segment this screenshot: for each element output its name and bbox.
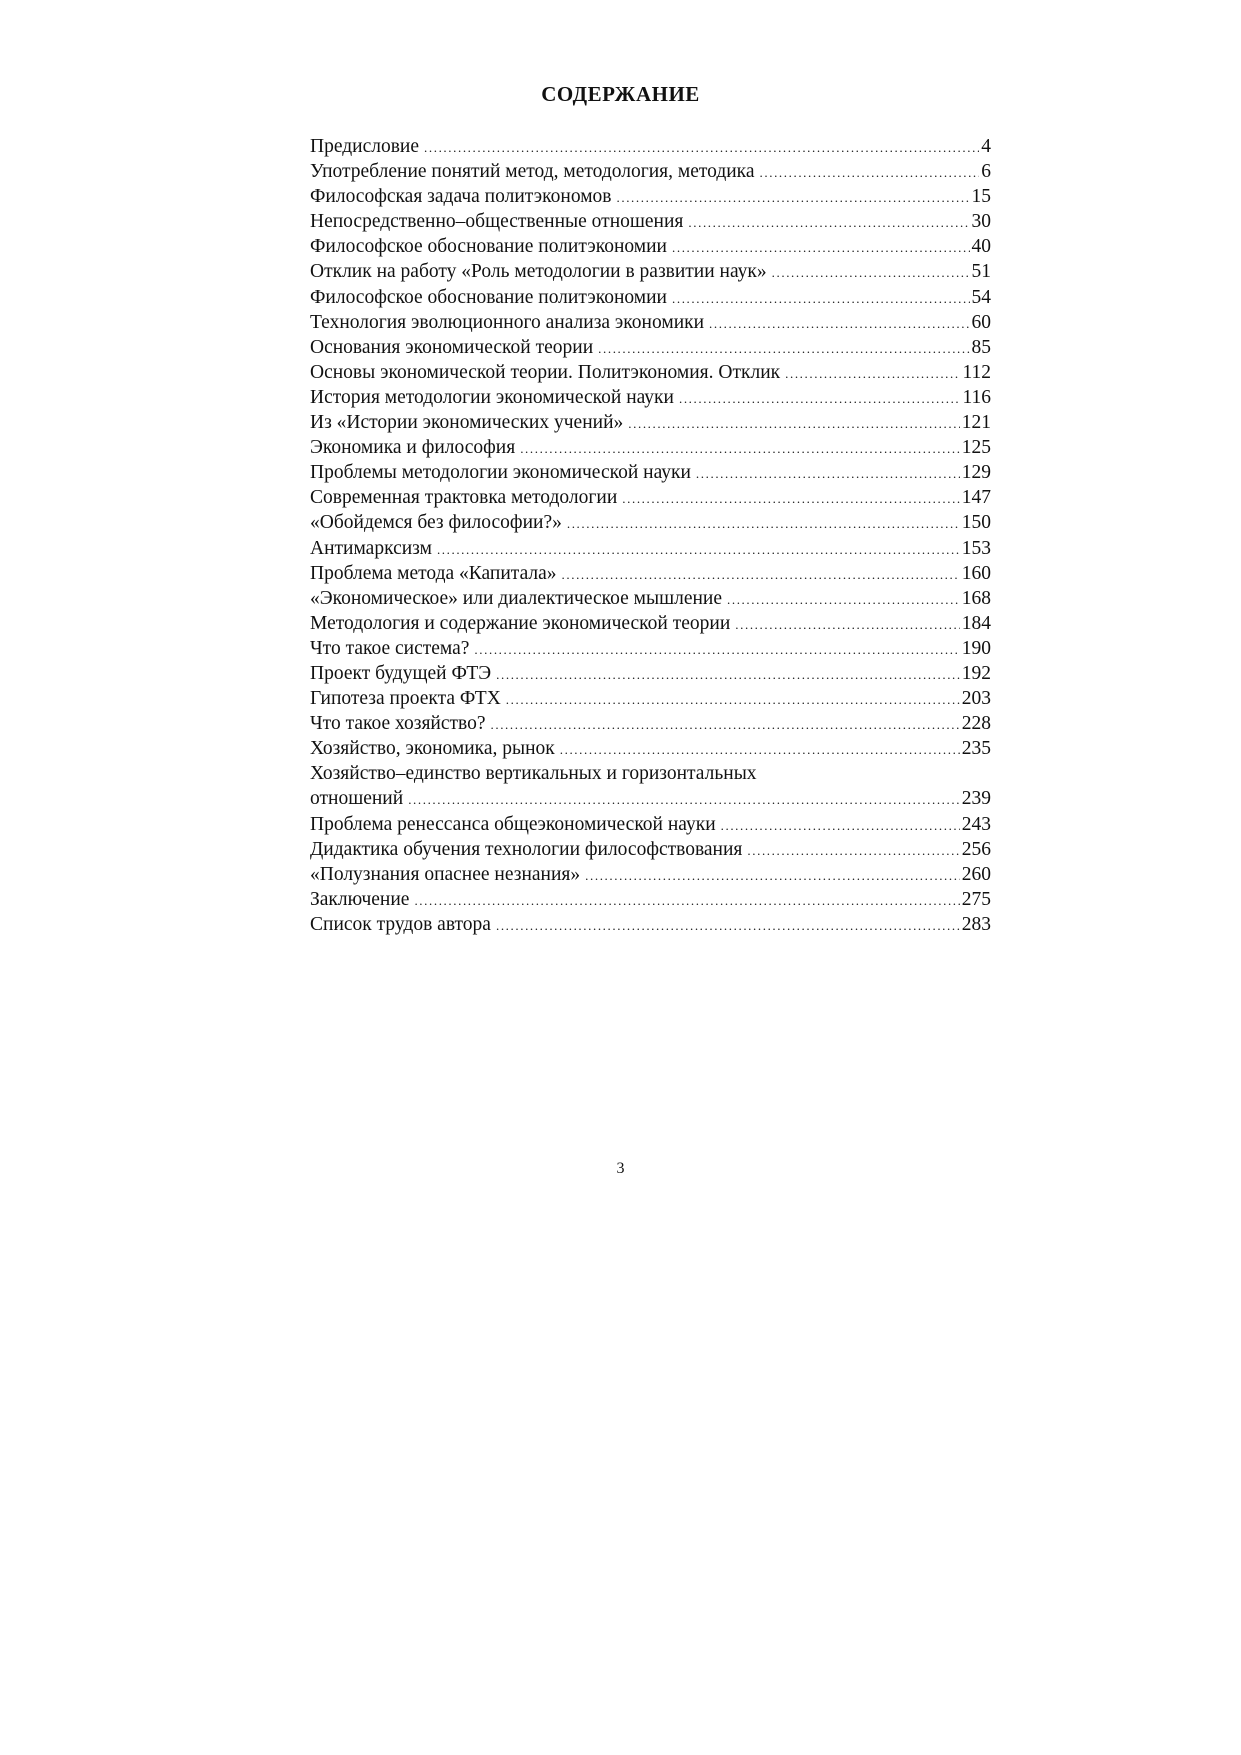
toc-entry [310, 912, 991, 937]
dot-leader [496, 913, 960, 937]
toc-entry [310, 661, 991, 686]
toc-entry-line [310, 761, 991, 786]
toc-entry [310, 711, 991, 736]
toc-entry-title: Проблемы методологии экономической науки [310, 462, 691, 484]
toc-entry [310, 460, 991, 485]
dot-leader [424, 135, 979, 159]
toc-entry-page: 116 [962, 386, 991, 408]
toc-entry [310, 184, 991, 209]
toc-entry [310, 536, 991, 561]
toc-entry [310, 234, 991, 259]
toc-entry-title: Технология эволюционного анализа экономики [310, 311, 705, 333]
toc-entry [310, 862, 991, 887]
dot-leader [437, 537, 960, 561]
toc-entry-page: 129 [961, 462, 991, 484]
toc-entry-page: 190 [961, 637, 991, 659]
toc-entry [310, 786, 991, 811]
toc-entry-title: Что такое система? [310, 637, 470, 659]
toc-entry-title: Хозяйство, экономика, рынок [310, 738, 555, 760]
dot-leader [735, 612, 959, 636]
dot-leader [709, 311, 969, 335]
toc-entry [310, 485, 991, 510]
toc-entry-title: «Обойдемся без философии?» [310, 512, 562, 534]
toc-entry-title: Употребление понятий метод, методология, методика [310, 161, 755, 183]
toc-entry-title: Современная трактовка методологии [310, 487, 618, 509]
toc-entry-title: История методологии экономической науки [310, 386, 674, 408]
toc-entry [310, 385, 991, 410]
toc-entry [310, 410, 991, 435]
toc-entry [310, 335, 991, 360]
toc-entry-title: Проблема ренессанса общеэкономической науки [310, 813, 716, 835]
dot-leader [760, 160, 980, 184]
dot-leader [672, 286, 970, 310]
toc-entry [310, 159, 991, 184]
toc-entry [310, 887, 991, 912]
dot-leader [560, 737, 960, 761]
toc-entry-page: 239 [961, 788, 991, 810]
dot-leader [672, 235, 970, 259]
toc-entry-page: 160 [961, 562, 991, 584]
toc-entry [310, 736, 991, 761]
toc-entry-page: 235 [961, 738, 991, 760]
toc-entry-page: 283 [961, 913, 991, 935]
toc-entry-title: Методология и содержание экономической теории [310, 612, 731, 634]
toc-entry [310, 686, 991, 711]
toc-entry [310, 310, 991, 335]
toc-entry-title: Дидактика обучения технологии философствования [310, 838, 743, 860]
dot-leader [562, 562, 960, 586]
toc-entry-title: Философское обоснование политэкономии [310, 286, 667, 308]
table-of-contents [310, 134, 991, 937]
toc-entry-title: Антимарксизм [310, 537, 432, 559]
toc-entry-title: Непосредственно–общественные отношения [310, 211, 684, 233]
toc-entry-page: 15 [971, 186, 991, 208]
toc-entry-page: 60 [971, 311, 991, 333]
dot-leader [696, 461, 960, 485]
page-number: 3 [616, 1160, 625, 1177]
dot-leader [474, 637, 959, 661]
dot-leader [585, 863, 960, 887]
toc-entry [310, 510, 991, 535]
dot-leader [785, 361, 960, 385]
toc-entry [310, 812, 991, 837]
dot-leader [721, 813, 960, 837]
toc-entry-title: Проект будущей ФТЭ [310, 662, 492, 684]
dot-leader [622, 486, 959, 510]
toc-entry-title-continued: отношений [310, 788, 404, 810]
toc-entry-page: 184 [961, 612, 991, 634]
toc-entry-page: 30 [971, 211, 991, 233]
dot-leader [679, 386, 961, 410]
dot-leader [628, 411, 959, 435]
toc-entry-page: 6 [981, 161, 991, 183]
toc-entry-page: 150 [961, 512, 991, 534]
toc-entry [310, 837, 991, 862]
toc-entry-page: 40 [971, 236, 991, 258]
toc-entry-page: 125 [961, 437, 991, 459]
toc-entry [310, 360, 991, 385]
toc-entry-title: «Полузнания опаснее незнания» [310, 863, 581, 885]
toc-entry-page: 147 [961, 487, 991, 509]
toc-entry-title: Заключение [310, 888, 410, 910]
toc-entry-title: Философское обоснование политэкономии [310, 236, 667, 258]
dot-leader [727, 587, 960, 611]
toc-entry-page: 192 [961, 662, 991, 684]
dot-leader [496, 662, 960, 686]
page-title: СОДЕРЖАНИЕ [541, 82, 700, 106]
toc-entry [310, 134, 991, 159]
dot-leader [506, 687, 960, 711]
toc-entry-page: 54 [971, 286, 991, 308]
toc-entry-page: 112 [962, 361, 991, 383]
toc-entry [310, 636, 991, 661]
toc-entry-title: Гипотеза проекта ФТХ [310, 688, 501, 710]
toc-entry-page: 85 [971, 336, 991, 358]
toc-entry [310, 285, 991, 310]
toc-entry-page: 243 [961, 813, 991, 835]
toc-entry-title: Что такое хозяйство? [310, 713, 486, 735]
dot-leader [491, 712, 960, 736]
toc-entry-title: Предисловие [310, 136, 420, 157]
toc-entry-title: Основы экономической теории. Политэкономия. Отклик [310, 361, 781, 383]
toc-entry [310, 259, 991, 284]
toc-entry-title: Хозяйство–единство вертикальных и горизонтальных [310, 763, 757, 785]
toc-entry-page: 203 [961, 688, 991, 710]
toc-entry-page: 228 [961, 713, 991, 735]
dot-leader [747, 838, 959, 862]
toc-entry-page: 51 [971, 261, 991, 283]
dot-leader [414, 888, 959, 912]
dot-leader [567, 511, 960, 535]
toc-entry [310, 586, 991, 611]
toc-entry-page: 4 [981, 136, 991, 157]
toc-entry-title: Список трудов автора [310, 913, 491, 935]
toc-entry-page: 275 [961, 888, 991, 910]
dot-leader [520, 436, 960, 460]
toc-entry-title: Проблема метода «Капитала» [310, 562, 557, 584]
dot-leader [598, 336, 969, 360]
toc-entry-title: Философская задача политэкономов [310, 186, 612, 208]
toc-entry [310, 611, 991, 636]
dot-leader [617, 185, 970, 209]
toc-entry-page: 260 [961, 863, 991, 885]
dot-leader [688, 210, 969, 234]
toc-entry [310, 435, 991, 460]
toc-entry-page: 153 [961, 537, 991, 559]
toc-entry-title: Из «Истории экономических учений» [310, 412, 624, 434]
toc-entry-title: Отклик на работу «Роль методологии в развитии наук» [310, 261, 767, 283]
toc-entry-title: Основания экономической теории [310, 336, 594, 358]
toc-entry-page: 168 [961, 587, 991, 609]
dot-leader [408, 787, 960, 811]
toc-entry-title: «Экономическое» или диалектическое мышление [310, 587, 722, 609]
toc-entry [310, 209, 991, 234]
toc-entry-page: 121 [961, 412, 991, 434]
toc-entry [310, 561, 991, 586]
dot-leader [772, 260, 970, 284]
toc-entry-page: 256 [961, 838, 991, 860]
toc-entry-title: Экономика и философия [310, 437, 516, 459]
